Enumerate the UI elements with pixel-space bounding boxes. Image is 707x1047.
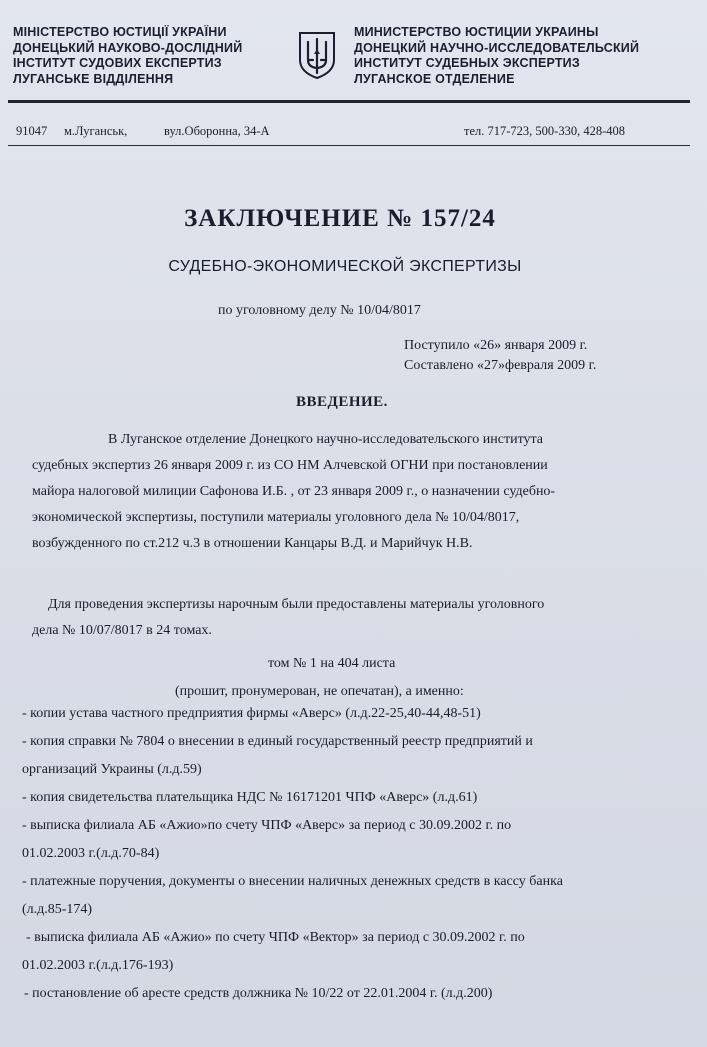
list-item: 01.02.2003 г.(л.д.176-193)	[22, 958, 174, 973]
header-ua-line: ЛУГАНСЬКЕ ВІДДІЛЕННЯ	[13, 71, 174, 86]
volume-line: том № 1 на 404 листа	[268, 656, 396, 671]
phones: тел. 717-723, 500-330, 428-408	[464, 124, 625, 138]
document-subtitle: СУДЕБНО-ЭКОНОМИЧЕСКОЙ ЭКСПЕРТИЗЫ	[168, 258, 522, 275]
list-item: - копии устава частного предприятия фирмы «Аверс» (л.д.22-25,40-44,48-51)	[22, 706, 481, 721]
header-ru-line: ИНСТИТУТ СУДЕБНЫХ ЭКСПЕРТИЗ	[354, 56, 580, 70]
header-ru-line: ДОНЕЦКИЙ НАУЧНО-ИССЛЕДОВАТЕЛЬСКИЙ	[354, 40, 640, 55]
list-item: организаций Украины (л.д.59)	[22, 762, 202, 777]
list-item: - выписка филиала АБ «Ажио» по счету ЧПФ «Вектор» за период с 30.09.2002 г. по	[26, 930, 525, 945]
document-title: ЗАКЛЮЧЕНИЕ № 157/24	[184, 205, 496, 232]
dates-block	[404, 336, 596, 376]
paragraph-line: возбужденного по ст.212 ч.3 в отношении Канцары В.Д. и Марийчук Н.В.	[32, 536, 473, 551]
list-item: (л.д.85-174)	[22, 902, 93, 917]
materials-paragraph	[32, 592, 672, 644]
header-divider	[8, 100, 690, 103]
paragraph-line: майора налоговой милиции Сафонова И.Б. , от 23 января 2009 г., о назначении судебно-	[32, 484, 556, 499]
header-russian	[354, 25, 639, 87]
paragraph-line: дела № 10/07/8017 в 24 томах.	[32, 623, 212, 638]
address-line	[16, 124, 666, 144]
paragraph-line: В Луганское отделение Донецкого научно-исследовательского института	[108, 432, 544, 447]
list-item: - копия справки № 7804 о внесении в единый государственный реестр предприятий и	[22, 734, 533, 749]
list-item: - платежные поручения, документы о внесении наличных денежных средств в кассу банка	[22, 874, 563, 889]
compiled-date: Составлено «27»февраля 2009 г.	[404, 358, 597, 373]
paragraph-line: судебных экспертиз 26 января 2009 г. из СО НМ Алчевской ОГНИ при постановлении	[32, 458, 548, 473]
header-ua-line: МІНІСТЕРСТВО ЮСТИЦІЇ УКРАЇНИ	[13, 25, 227, 39]
header-ru-line: МИНИСТЕРСТВО ЮСТИЦИИ УКРАИНЫ	[354, 25, 599, 39]
volume-note: (прошит, пронумерован, не опечатан), а именно:	[175, 684, 464, 699]
list-item: 01.02.2003 г.(л.д.70-84)	[22, 846, 160, 861]
header-ukrainian	[13, 25, 242, 87]
header-ua-line: ІНСТИТУТ СУДОВИХ ЕКСПЕРТИЗ	[13, 56, 222, 70]
case-number: по уголовному делу № 10/04/8017	[218, 303, 421, 318]
city: м.Луганськ,	[64, 124, 128, 138]
list-item: - постановление об аресте средств должника № 10/22 от 22.01.2004 г. (л.д.200)	[24, 986, 493, 1001]
header-ua-line: ДОНЕЦЬКИЙ НАУКОВО-ДОСЛІДНИЙ	[13, 40, 243, 55]
list-item: - выписка филиала АБ «Ажио»по счету ЧПФ «Аверс» за период с 30.09.2002 г. по	[22, 818, 512, 833]
received-date: Поступило «26» января 2009 г.	[404, 338, 588, 353]
paragraph-line: Для проведения экспертизы нарочным были предоставлены материалы уголовного	[48, 597, 545, 612]
list-item: - копия свидетельства плательщика НДС № 16171201 ЧПФ «Аверс» (л.д.61)	[22, 790, 478, 805]
address-divider	[8, 145, 690, 146]
street: вул.Оборонна, 34-А	[164, 124, 270, 138]
paragraph-line: экономической экспертизы, поступили материалы уголовного дела № 10/04/8017,	[32, 510, 520, 525]
trident-coat-of-arms-icon	[297, 30, 337, 80]
header-ru-line: ЛУГАНСКОЕ ОТДЕЛЕНИЕ	[354, 71, 515, 86]
intro-heading: ВВЕДЕНИЕ.	[296, 394, 388, 410]
intro-paragraph	[32, 427, 672, 557]
postcode: 91047	[16, 124, 48, 138]
